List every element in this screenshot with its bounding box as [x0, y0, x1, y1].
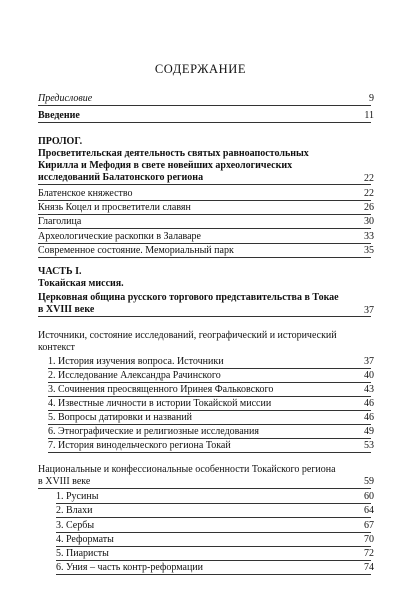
- entry-rule: [38, 122, 371, 123]
- section-heading: контекст: [38, 342, 75, 353]
- toc-page-number: 60: [364, 491, 374, 502]
- toc-page-number: 26: [364, 202, 374, 213]
- entry-rule: [38, 257, 371, 258]
- entry-rule: [38, 228, 371, 229]
- entry-rule: [48, 396, 371, 397]
- toc-entry[interactable]: 4. Известные личности в истории Токайской миссии: [48, 398, 272, 409]
- toc-entry[interactable]: 6. Уния – часть контр-реформации: [56, 562, 204, 573]
- entry-rule: [48, 452, 371, 453]
- toc-page-number: 33: [364, 231, 374, 242]
- toc-entry-introduction[interactable]: Введение: [38, 110, 80, 121]
- toc-page-number: 35: [364, 245, 374, 256]
- entry-rule: [38, 488, 371, 489]
- toc-entry[interactable]: 5. Пиаристы: [56, 548, 109, 559]
- page-title: СОДЕРЖАНИЕ: [154, 62, 247, 76]
- toc-page-number: 37: [364, 356, 374, 367]
- toc-entry[interactable]: Археологические раскопки в Залаваре: [38, 231, 201, 242]
- toc-entry[interactable]: 5. Вопросы датировки и названий: [48, 412, 193, 423]
- entry-rule: [56, 546, 371, 547]
- section-heading: Национальные и конфессиональные особенности Токайского региона: [38, 464, 336, 475]
- toc-entry[interactable]: Глаголица: [38, 216, 82, 227]
- section-heading: Источники, состояние исследований, географический и исторический: [38, 330, 337, 341]
- entry-rule: [48, 368, 371, 369]
- toc-entry[interactable]: 6. Этнографические и религиозные исследования: [48, 426, 259, 437]
- entry-rule: [56, 503, 371, 504]
- toc-page-number: 9: [369, 93, 374, 104]
- toc-page-number: 22: [364, 188, 374, 199]
- toc-entry[interactable]: 3. Сербы: [56, 520, 95, 531]
- toc-page-number: 70: [364, 534, 374, 545]
- toc-page-number: 59: [364, 476, 374, 487]
- entry-rule: [56, 532, 371, 533]
- toc-entry[interactable]: 1. История изучения вопроса. Источники: [48, 356, 224, 367]
- toc-page-number: 67: [364, 520, 374, 531]
- toc-page-number: 43: [364, 384, 374, 395]
- entry-rule: [38, 214, 371, 215]
- toc-entry[interactable]: 3. Сочинения преосвященного Иринея Фальковского: [48, 384, 274, 395]
- toc-page-number: 74: [364, 562, 374, 573]
- entry-rule: [48, 410, 371, 411]
- entry-rule: [48, 424, 371, 425]
- toc-entry[interactable]: 4. Реформаты: [56, 534, 114, 545]
- toc-entry[interactable]: Современное состояние. Мемориальный парк: [38, 245, 234, 256]
- toc-page-number: 53: [364, 440, 374, 451]
- section-heading[interactable]: в XVIII веке: [38, 476, 91, 487]
- toc-page-number: 40: [364, 370, 374, 381]
- toc-page-number: 11: [364, 110, 374, 121]
- toc-page-number: 49: [364, 426, 374, 437]
- toc-page-number: 46: [364, 412, 374, 423]
- toc-page-number: 46: [364, 398, 374, 409]
- toc-page-number: 30: [364, 216, 374, 227]
- part1-title: Церковная община русского торгового представительства в Токае: [38, 292, 339, 303]
- toc-entry[interactable]: 2. Влахи: [56, 505, 93, 516]
- toc-entry[interactable]: Блатенское княжество: [38, 188, 133, 199]
- entry-rule: [38, 105, 371, 106]
- entry-rule: [56, 574, 371, 575]
- toc-page-number: 22: [364, 173, 374, 184]
- entry-rule: [48, 438, 371, 439]
- prolog-subheading: Просветительская деятельность святых равноапостольных: [38, 148, 309, 159]
- entry-rule: [48, 382, 371, 383]
- entry-rule: [38, 243, 371, 244]
- prolog-subheading[interactable]: исследований Балатонского региона: [38, 172, 204, 183]
- entry-rule: [56, 560, 371, 561]
- prolog-heading: ПРОЛОГ.: [38, 136, 83, 147]
- toc-entry[interactable]: 1. Русины: [56, 491, 99, 502]
- toc-entry[interactable]: Князь Коцел и просветители славян: [38, 202, 191, 213]
- entry-rule: [38, 316, 371, 317]
- toc-page-number: 72: [364, 548, 374, 559]
- entry-rule: [56, 517, 371, 518]
- part1-title[interactable]: в XVIII веке: [38, 304, 95, 315]
- part1-subheading: Токайская миссия.: [38, 278, 124, 289]
- toc-page-number: 37: [364, 305, 374, 316]
- toc-page-number: 64: [364, 505, 374, 516]
- toc-entry-preface[interactable]: Предисловие: [38, 93, 93, 104]
- entry-rule: [38, 200, 371, 201]
- entry-rule: [38, 184, 371, 185]
- part1-heading: ЧАСТЬ I.: [38, 266, 82, 277]
- toc-entry[interactable]: 7. История винодельческого региона Токай: [48, 440, 231, 451]
- toc-entry[interactable]: 2. Исследование Александра Рачинского: [48, 370, 221, 381]
- prolog-subheading: Кирилла и Мефодия в свете новейших археологических: [38, 160, 293, 171]
